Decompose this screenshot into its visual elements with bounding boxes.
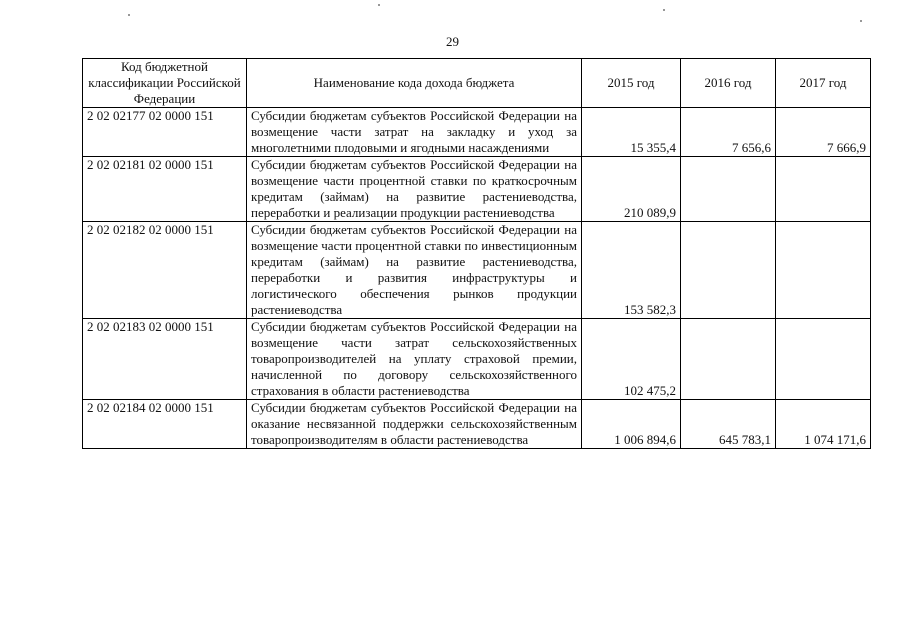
- row-name: Субсидии бюджетам субъектов Российской Федерации на возмещение части процентной ставки по инвестиционным кредитам (займам) на развитие растениеводства, переработки и развития инфраструктуры и логистического обеспечения рынков продукции растениеводства: [247, 222, 582, 319]
- row-value-2015: 1 006 894,6: [582, 400, 681, 449]
- row-name: Субсидии бюджетам субъектов Российской Федерации на оказание несвязанной поддержки сельскохозяйственным товаропроизводителям в области растениеводства: [247, 400, 582, 449]
- scan-speck: [378, 4, 380, 6]
- row-code: 2 02 02182 02 0000 151: [83, 222, 247, 319]
- header-2016: 2016 год: [681, 59, 776, 108]
- row-name: Субсидии бюджетам субъектов Российской Федерации на возмещение части затрат на закладку и уход за многолетними плодовыми и ягодными насаждениями: [247, 108, 582, 157]
- row-value-2016: [681, 222, 776, 319]
- row-value-2016: 645 783,1: [681, 400, 776, 449]
- table-header-row: [83, 59, 871, 108]
- header-2017: 2017 год: [776, 59, 871, 108]
- row-value-2016: [681, 319, 776, 400]
- row-value-2015: 210 089,9: [582, 157, 681, 222]
- row-name: Субсидии бюджетам субъектов Российской Федерации на возмещение части затрат сельскохозяйственных товаропроизводителей на уплату страховой премии, начисленной по договору сельскохозяйственного страхования в области растениеводства: [247, 319, 582, 400]
- row-value-2016: [681, 157, 776, 222]
- scan-speck: [860, 20, 862, 22]
- table-row: [83, 108, 871, 157]
- page-number: 29: [446, 34, 459, 49]
- row-code: 2 02 02177 02 0000 151: [83, 108, 247, 157]
- row-value-2015: 15 355,4: [582, 108, 681, 157]
- row-value-2017: [776, 319, 871, 400]
- scan-speck: [663, 9, 665, 11]
- row-name: Субсидии бюджетам субъектов Российской Федерации на возмещение части процентной ставки по краткосрочным кредитам (займам) на развитие растениеводства, переработки и реализации продукции растениеводства: [247, 157, 582, 222]
- row-value-2017: 7 666,9: [776, 108, 871, 157]
- header-code: Код бюджетной классификации Российской Федерации: [83, 59, 247, 108]
- header-2015: 2015 год: [582, 59, 681, 108]
- row-code: 2 02 02183 02 0000 151: [83, 319, 247, 400]
- row-code: 2 02 02181 02 0000 151: [83, 157, 247, 222]
- scan-speck: [128, 14, 130, 16]
- row-value-2017: [776, 222, 871, 319]
- table-row: [83, 319, 871, 400]
- table-row: [83, 222, 871, 319]
- table-row: [83, 157, 871, 222]
- row-value-2017: 1 074 171,6: [776, 400, 871, 449]
- row-value-2017: [776, 157, 871, 222]
- header-name: Наименование кода дохода бюджета: [247, 59, 582, 108]
- budget-revenue-table: [82, 58, 871, 449]
- row-code: 2 02 02184 02 0000 151: [83, 400, 247, 449]
- row-value-2015: 102 475,2: [582, 319, 681, 400]
- row-value-2016: 7 656,6: [681, 108, 776, 157]
- row-value-2015: 153 582,3: [582, 222, 681, 319]
- table-row: [83, 400, 871, 449]
